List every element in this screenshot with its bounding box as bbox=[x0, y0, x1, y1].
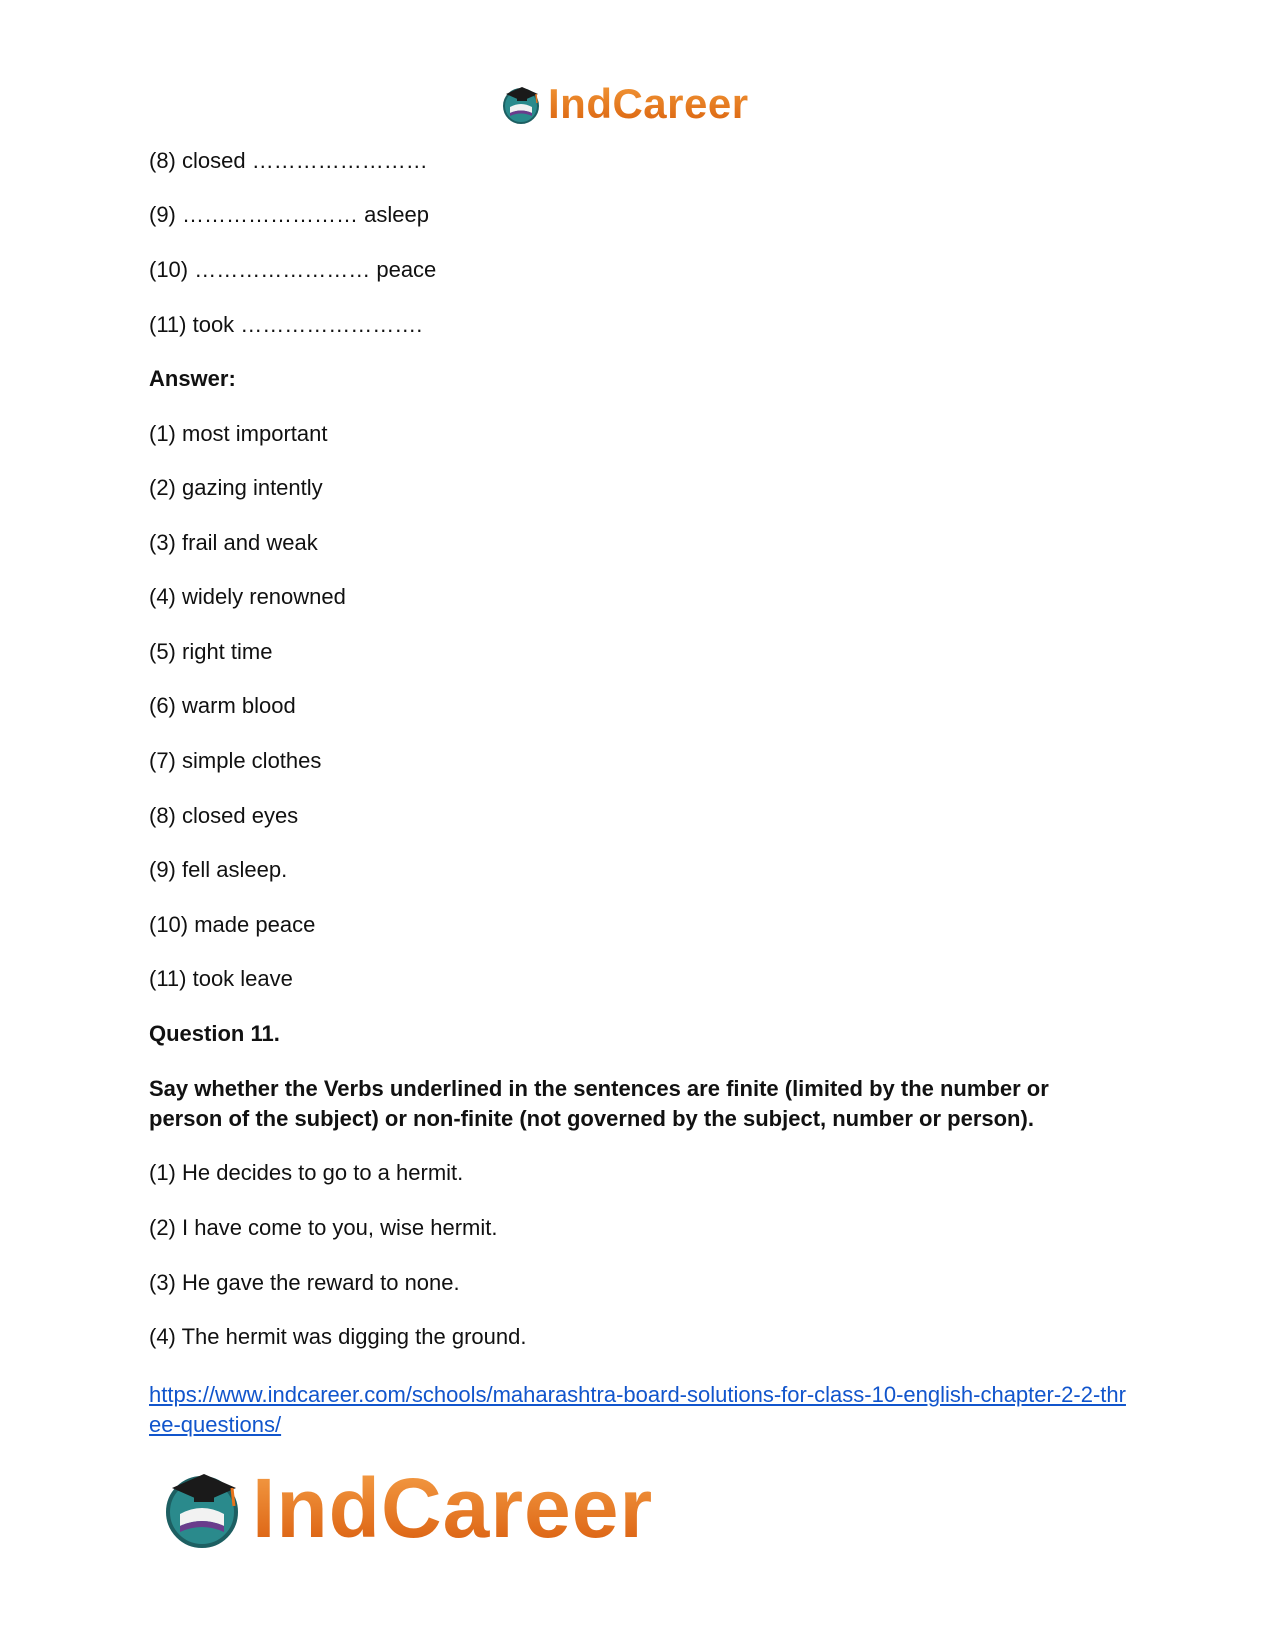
header-logo-text: IndCareer bbox=[548, 80, 749, 127]
fill-item-11: (11) took ……………………. bbox=[149, 312, 423, 337]
source-link[interactable]: https://www.indcareer.com/schools/maharashtra-board-solutions-for-class-10-english-chapter-2-2-three-questions/ bbox=[149, 1382, 1126, 1437]
answer-item: (7) simple clothes bbox=[149, 748, 322, 773]
answer-item: (1) most important bbox=[149, 421, 328, 446]
question-title: Question 11. bbox=[149, 1021, 280, 1046]
question-instruction: Say whether the Verbs underlined in the sentences are finite (limited by the number or person of the subject) or non-finite (not governed by the subject, number or person). bbox=[149, 1076, 1049, 1131]
answer-item: (10) made peace bbox=[149, 912, 316, 937]
answer-item: (8) closed eyes bbox=[149, 803, 299, 828]
answer-item: (5) right time bbox=[149, 639, 273, 664]
graduation-globe-icon bbox=[500, 83, 542, 125]
answer-item: (11) took leave bbox=[149, 966, 293, 991]
answer-item: (6) warm blood bbox=[149, 693, 296, 718]
fill-item-8: (8) closed …………………… bbox=[149, 148, 428, 173]
answer-heading: Answer: bbox=[149, 366, 236, 391]
footer-logo bbox=[160, 1460, 654, 1555]
fill-item-10: (10) …………………… peace bbox=[149, 257, 437, 282]
question-item: (2) I have come to you, wise hermit. bbox=[149, 1215, 498, 1240]
answer-item: (9) fell asleep. bbox=[149, 857, 288, 882]
header-logo bbox=[500, 78, 749, 130]
fill-item-9: (9) …………………… asleep bbox=[149, 202, 429, 227]
answer-item: (3) frail and weak bbox=[149, 530, 318, 555]
question-item: (4) The hermit was digging the ground. bbox=[149, 1324, 527, 1349]
answer-item: (4) widely renowned bbox=[149, 584, 346, 609]
question-item: (3) He gave the reward to none. bbox=[149, 1270, 460, 1295]
footer-logo-text: IndCareer bbox=[252, 1460, 654, 1555]
answer-item: (2) gazing intently bbox=[149, 475, 323, 500]
graduation-globe-icon bbox=[160, 1466, 244, 1550]
question-item: (1) He decides to go to a hermit. bbox=[149, 1160, 464, 1185]
